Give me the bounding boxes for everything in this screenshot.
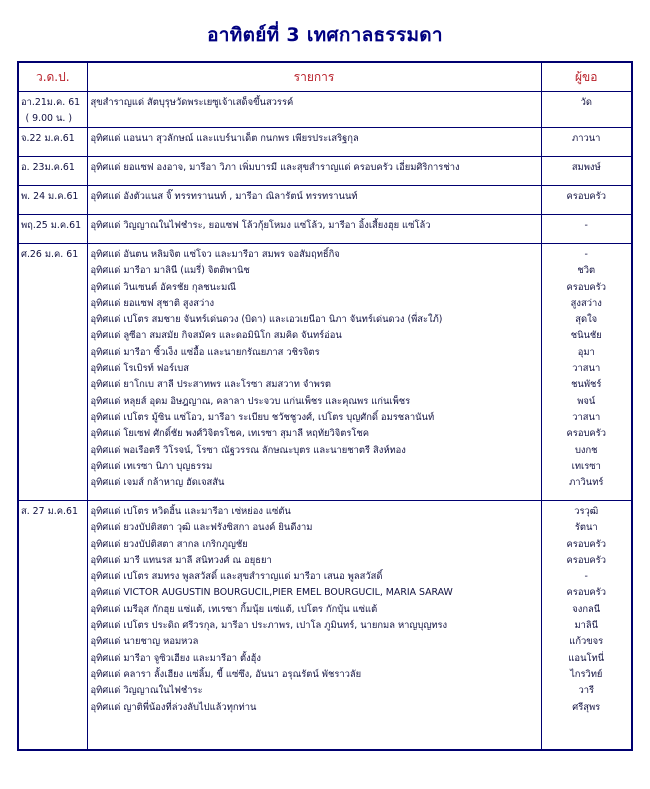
- intention-item: อุทิศแด่ มารีอา ซิ้วเง็ง แซ่อื้อ และนายกรัณยภาส วชิรจิตร: [90, 346, 320, 358]
- requester-name: ครอบครัว: [566, 281, 606, 293]
- items-cell: [87, 128, 541, 157]
- intention-item: อุทิศแด่ มารีอา มาลินี (แมรี่) จิตติพานิช: [90, 265, 250, 277]
- date-cell: [18, 501, 87, 751]
- requester-name: ชนินชัย: [570, 330, 602, 342]
- date-text: พ. 24 ม.ค.61: [21, 191, 79, 202]
- requester-name: วรวุฒิ: [574, 506, 599, 517]
- requester-name: ภาวินทร์: [569, 477, 604, 489]
- items-cell: [87, 92, 541, 128]
- intention-item: อุทิศแด่ เปโตร สมชาย จันทร์เด่นดวง (บิดา) และเอวเยนีอา นิภา จันทร์เด่นดวง (พี่สะใภ้): [90, 314, 443, 326]
- requester-name: ชนพัชร์: [571, 379, 602, 391]
- requester-name: ศรีสุพร: [572, 701, 601, 713]
- requester-name: แก้วขจร: [569, 636, 604, 648]
- intention-item: อุทิศแด่ ยวงบัปติสตา สากล เกริกภูญชัย: [90, 538, 248, 550]
- intention-item: อุทิศแด่ หลุยส์ อุดม อิษฎญาณ, คลาลา ประจวบ แก่นเพ็ชร และคุณพร แก่นเพ็ชร: [90, 395, 411, 407]
- requester-cell: [541, 186, 632, 215]
- intention-item: อุทิศแด่ โรเบิรท์ ฟอร์เบส: [90, 363, 189, 375]
- intention-item: อุทิศแด่ ลูซีอา สมสมัย กิจสมัคร และดอมินิโก สมคิด จันทร์อ่อน: [90, 330, 342, 342]
- table-header-row: [18, 62, 632, 92]
- date-text: ศ.26 ม.ค. 61: [21, 249, 79, 260]
- intention-item: อุทิศแด่ มารีอา จูซิวเฮียง และมารีอา ตั้งฮุ้ง: [90, 652, 261, 664]
- requester-name: จงกลนี: [572, 603, 601, 615]
- requester-name: วาสนา: [572, 363, 601, 375]
- requester-name: ครอบครัว: [566, 587, 606, 599]
- requester-cell: [541, 128, 632, 157]
- page-title: อาทิตย์ที่ 3 เทศกาลธรรมดา: [207, 24, 443, 46]
- table-row: [18, 501, 632, 751]
- intention-item: อุทิศแด่ วิญญาณในไฟชำระ, ยอแซฟ โล้วกุ้ยโหมง แซ่โล้ว, มารีอา อิ้งเสี้ยงฮุย แซ่โล้ว: [90, 220, 431, 231]
- table-row: [18, 128, 632, 157]
- date-text: อ. 23ม.ค.61: [21, 162, 75, 173]
- requester-name: ชวิต: [577, 265, 596, 277]
- requester-name: -: [584, 249, 588, 260]
- date-cell: [18, 92, 87, 128]
- date-text: อา.21ม.ค. 61: [21, 97, 81, 108]
- requester-name: สูงสว่าง: [570, 297, 602, 309]
- requester-name: มาลินี: [574, 620, 599, 632]
- requester-name: ครอบครัว: [566, 428, 606, 440]
- requester-name: วารี: [578, 685, 595, 697]
- intention-item: อุทิศแด่ เปโตร มู้ซิน แซ่โอว, มารีอา ระเบียบ ชวัชชูวงศ์, เปโตร บุญศักดิ์ อมรชลานันท์: [90, 411, 435, 423]
- requester-name: บงกช: [574, 444, 598, 456]
- intention-item: อุทิศแด่ นายชาญ หอมหวล: [90, 636, 199, 648]
- items-cell: [87, 215, 541, 244]
- intention-item: อุทิศแด่ ญาติพี่น้องที่ล่วงลับไปแล้วทุกท่าน: [90, 701, 257, 713]
- table-body: [18, 92, 632, 751]
- date-cell: [18, 157, 87, 186]
- requester-cell: [541, 244, 632, 501]
- header-requester: ผู้ขอ: [541, 62, 632, 92]
- intention-item: อุทิศแด่ VICTOR AUGUSTIN BOURGUCIL,PIER EMEL BOURGUCIL, MARIA SARAW: [90, 587, 453, 599]
- intention-item: อุทิศแด่ วินเซนต์ อัครชัย กุลชนะมณี: [90, 281, 236, 293]
- requester-name: วัด: [580, 97, 592, 108]
- intention-item: อุทิศแด่ เจมส์ กล้าหาญ ฮัดเจสสัน: [90, 477, 225, 489]
- date-cell: [18, 244, 87, 501]
- items-cell: [87, 186, 541, 215]
- intention-item: อุทิศแด่ โยเซฟ ศักดิ์ชัย พงศ์วิจิตรโชค, เทเรซา สุมาลี หฤทัยวิจิตรโชค: [90, 428, 370, 440]
- date-text: ส. 27 ม.ค.61: [21, 506, 78, 517]
- table-row: [18, 186, 632, 215]
- intention-item: อุทิศแด่ ยอแซฟ สุชาติ สูงสว่าง: [90, 297, 215, 309]
- intention-item: อุทิศแด่ วิญญาณในไฟชำระ: [90, 685, 203, 697]
- intention-item: อุทิศแด่ เปโตร ประดิถ ศรีวรกุล, มารีอา ประภาพร, เปาโล ภูมินทร์, นายกมล หาญบุญทรง: [90, 620, 448, 632]
- header-date: ว.ด.ป.: [18, 62, 87, 92]
- requester-name: ครอบครัว: [566, 538, 606, 550]
- requester-name: สุดใจ: [575, 314, 598, 326]
- requester-name: ครอบครัว: [566, 554, 606, 566]
- intention-item: อุทิศแด่ เปโตร หวิดฮิ้น และมารีอา เซ่หย่อง แซ่ตัน: [90, 506, 291, 517]
- header-items: รายการ: [87, 62, 541, 92]
- intention-item: อุทิศแด่ ยาโกเบ สาลี ประสาทพร และโรซา สมสวาท จำพรต: [90, 379, 331, 391]
- requester-name: ภาวนา: [572, 133, 601, 144]
- requester-name: แอนโทนี่: [568, 652, 605, 664]
- date-text: พฤ.25 ม.ค.61: [21, 220, 82, 231]
- intention-item: อุทิศแด่ อันตน หลิมจิต แซ่โจว และมารีอา สมพร จอสัมฤทธิ์กิจ: [90, 249, 340, 260]
- items-cell: [87, 157, 541, 186]
- requester-cell: [541, 92, 632, 128]
- requester-name: วาสนา: [572, 411, 601, 423]
- items-cell: [87, 501, 541, 751]
- intention-item: อุทิศแด่ ยอแซฟ องอาจ, มารีอา วิภา เพิ่มบารมี และสุขสำราญแด่ ครอบครัว เอี่ยมศิริการช่าง: [90, 162, 460, 173]
- intention-item: อุทิศแด่ คลารา ลั้งเฮียง แซ่ลิ้ม, ขี้ แซ่ซึง, อันนา อรุณรัตน์ พัชราวลัย: [90, 668, 362, 680]
- date-cell: [18, 215, 87, 244]
- date-cell: [18, 186, 87, 215]
- intention-item: อุทิศแด่ อังตัวแนส จิ๊ ทรรทรานนท์ , มารีอา ณิลารัตน์ ทรรทรานนท์: [90, 191, 358, 202]
- requester-name: รัตนา: [574, 522, 598, 534]
- intention-item: อุทิศแด่ เปโตร สมทรง พูลสวัสดิ์ และสุขสำราญแด่ มารีอา เสนอ พูลสวัสดิ์: [90, 571, 383, 583]
- requester-name: ครอบครัว: [566, 191, 606, 202]
- requester-cell: [541, 215, 632, 244]
- requester-name: อุมา: [577, 346, 595, 358]
- intention-item: อุทิศแด่ เทเรซา นิภา บุญธรรม: [90, 460, 213, 472]
- table-row: [18, 92, 632, 128]
- requester-name: สมพงษ์: [571, 162, 601, 173]
- intention-item: อุทิศแด่ มารี แทนรส มาลี สนิทวงศ์ ณ อยุธยา: [90, 554, 272, 566]
- items-cell: [87, 244, 541, 501]
- time-text: ( 9.00 น. ): [25, 113, 73, 124]
- intention-item: อุทิศแด่ แอนนา สุวลักษณ์ และแบร์นาเด็ต กนกพร เพียรประเสริฐกุล: [90, 133, 359, 144]
- date-cell: [18, 128, 87, 157]
- intention-item: อุทิศแด่ พอเรือตรี วิโรจน์, โรซา ณัฐวรรณ ลักษณะบุตร และนายชาตรี สิงห์ทอง: [90, 444, 406, 456]
- intention-item: อุทิศแด่ ยวงบัปติสตา วุฒิ และฟรังซิสกา อนงค์ ยินดีงาม: [90, 522, 313, 534]
- table-row: [18, 157, 632, 186]
- requester-name: -: [584, 571, 588, 583]
- table-row: [18, 244, 632, 501]
- requester-name: เทเรซา: [571, 460, 601, 472]
- requester-name: -: [584, 220, 588, 231]
- requester-name: พจน์: [577, 395, 596, 407]
- requester-name: ไกรวิทย์: [570, 668, 603, 680]
- requester-cell: [541, 501, 632, 751]
- requester-cell: [541, 157, 632, 186]
- intention-item: อุทิศแด่ เมรีอุส กักฮุย แซ่แต้, เทเรซา กิ้มนุ้ย แซ่แต้, เปโตร กักบุ้น แซ่แต้: [90, 603, 378, 615]
- date-text: จ.22 ม.ค.61: [21, 133, 75, 144]
- table-row: [18, 215, 632, 244]
- intention-item: สุขสำราญแด่ สัตบุรุษวัดพระเยซูเจ้าเสด็จขึ้นสวรรค์: [90, 97, 294, 108]
- mass-intention-table: [17, 61, 633, 751]
